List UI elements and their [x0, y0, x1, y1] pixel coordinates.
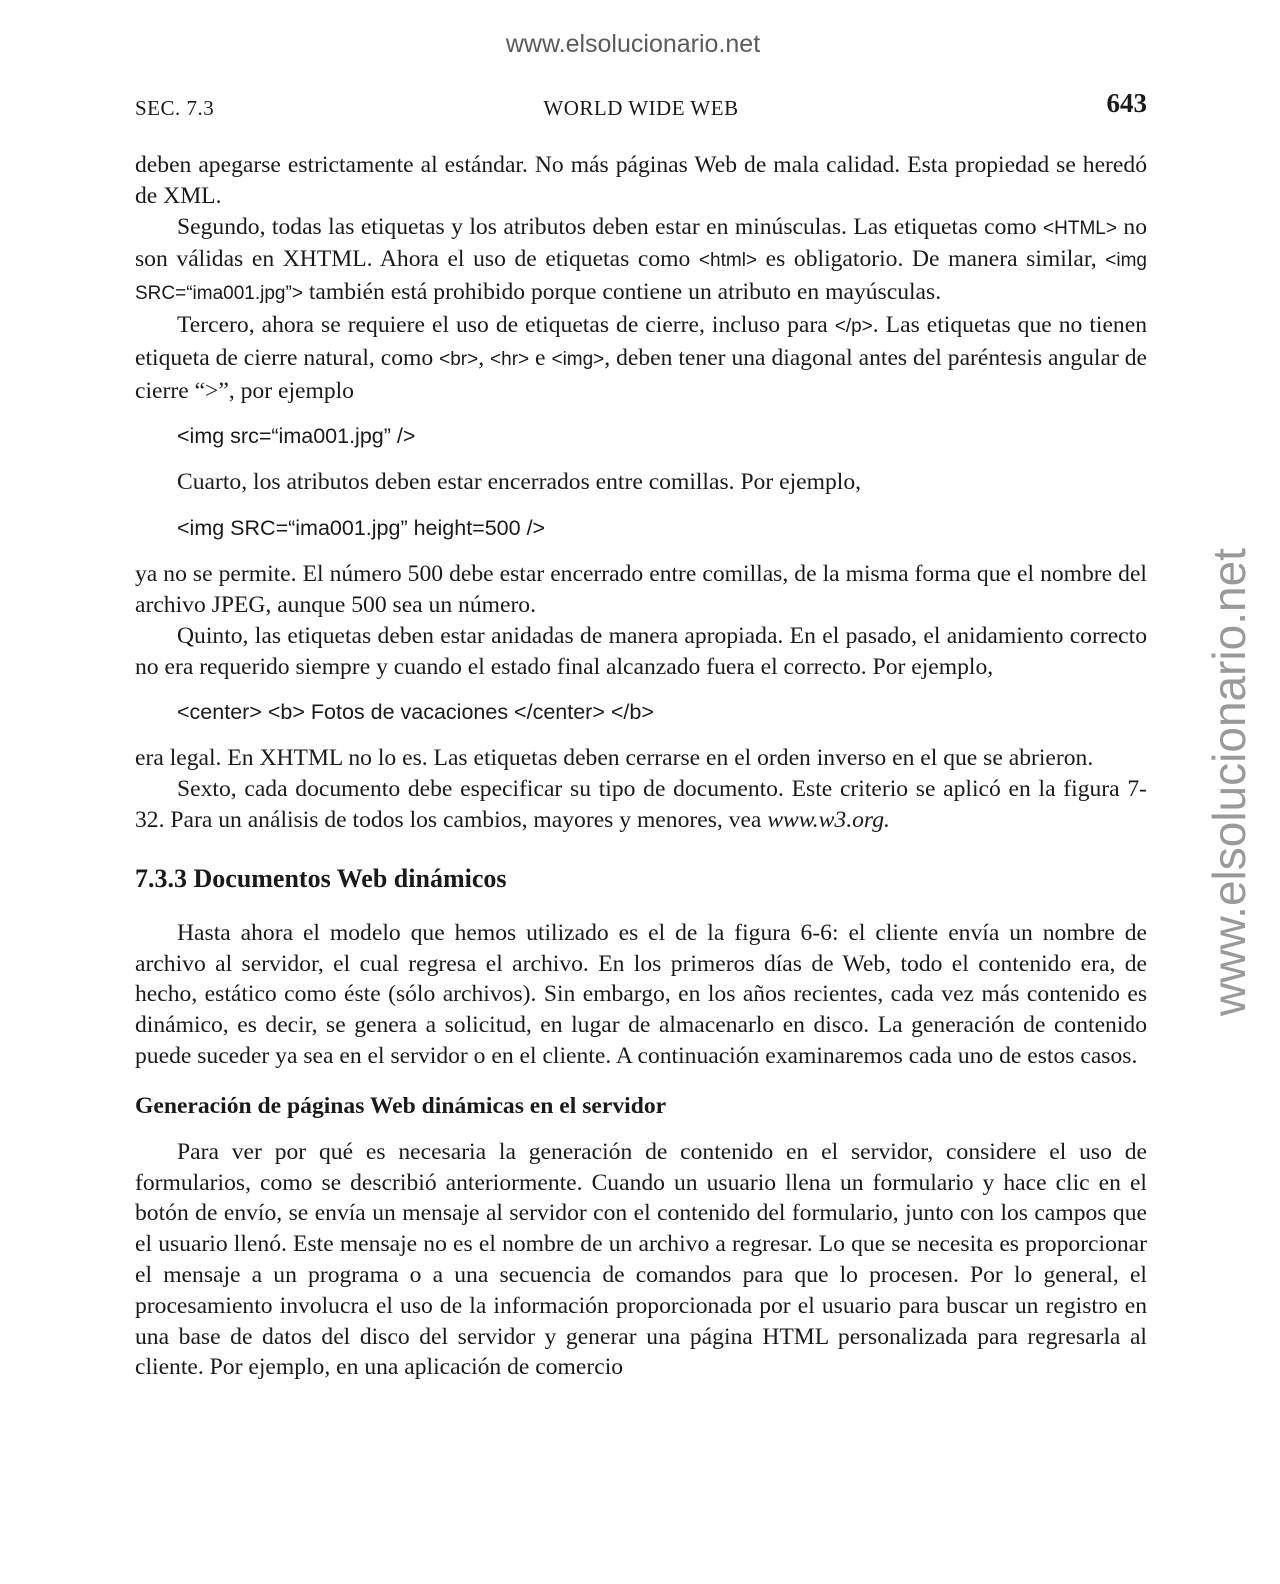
paragraph: era legal. En XHTML no lo es. Las etiquetas deben cerrarse en el orden inverso en el que se abrieron.: [135, 745, 1094, 772]
inline-code: <hr>: [490, 348, 530, 370]
chapter-title: WORLD WIDE WEB: [543, 96, 739, 120]
section-label: SEC. 7.3: [135, 96, 215, 120]
paragraph: Tercero, ahora se requiere el uso de etiquetas de cierre, incluso para </p>. Las etiquetas que no tienen etiqueta de cierre natural, como <br>, <hr> e <img>, deben tener una diagonal antes del paréntesis angular de cierre “>”, por ejemplo: [135, 311, 1148, 404]
page-number: 643: [1106, 88, 1147, 118]
inline-code: <img SRC=“ima001.jpg”>: [135, 250, 1147, 305]
paragraph: Quinto, las etiquetas deben estar anidadas de manera apropiada. En el pasado, el anidamiento correcto no era requerido siempre y cuando el estado final alcanzado fuera el correcto. Por ejemplo,: [135, 622, 1147, 680]
inline-code: <html>: [698, 250, 758, 272]
inline-code: </p>: [834, 315, 873, 337]
inline-code: <img>: [551, 348, 605, 370]
paragraph: Para ver por qué es necesaria la generación de contenido en el servidor, considere el uso de formularios, como se describió anteriormente. Cuando un usuario llena un formulario y hace clic en el botón de envío, se envía un mensaje al servidor con el contenido del formulario, junto con los campos que el usuario llenó. Este mensaje no es el nombre de un archivo a regresar. Lo que se necesita es proporcionar el mensaje a un programa o a una secuencia de comandos para que lo procesen. Por lo general, el procesamiento involucra el uso de la información proporcionada por el usuario para buscar un registro en una base de datos del disco del servidor y generar una página HTML personalizada para regresarla al cliente. Por ejemplo, en una aplicación de comercio: [135, 1138, 1147, 1381]
running-header: [135, 88, 1147, 124]
paragraph: Sexto, cada documento debe especificar su tipo de documento. Este criterio se aplicó en la figura 7-32. Para un análisis de todos los cambios, mayores y menores, vea www.w3.org.: [135, 776, 1147, 833]
paragraph: Hasta ahora el modelo que hemos utilizado es el de la figura 6-6: el cliente envía un nombre de archivo al servidor, el cual regresa el archivo. En los primeros días de Web, todo el contenido era, de hecho, estático como éste (sólo archivos). Sin embargo, en los años recientes, cada vez más contenido es dinámico, es decir, se genera a solicitud, en lugar de almacenarlo en disco. La generación de contenido puede suceder ya sea en el servidor o en el cliente. A continuación examinaremos cada uno de estos casos.: [135, 919, 1147, 1069]
inline-code: <br>: [439, 348, 479, 370]
code-example: <img SRC=“ima001.jpg” height=500 />: [177, 516, 546, 541]
reference-link: www.w3.org.: [767, 806, 890, 833]
paragraph: deben apegarse estrictamente al estándar. No más páginas Web de mala calidad. Esta propiedad se heredó de XML.: [135, 152, 1147, 209]
code-example: <center> <b> Fotos de vacaciones </center> </b>: [177, 700, 654, 725]
watermark-top: www.elsolucionario.net: [505, 30, 761, 58]
paragraph: ya no se permite. El número 500 debe estar encerrado entre comillas, de la misma forma que el nombre del archivo JPEG, aunque 500 sea un número.: [135, 561, 1147, 618]
code-example: <img src=“ima001.jpg” />: [177, 424, 416, 449]
subsection-heading: Generación de páginas Web dinámicas en el servidor: [135, 1092, 667, 1119]
body-text: [135, 150, 1147, 1383]
paragraph: Segundo, todas las etiquetas y los atributos deben estar en minúsculas. Las etiquetas como <HTML> no son válidas en XHTML. Ahora el uso de etiquetas como <html> es obligatorio. De manera similar, <img SRC=“ima001.jpg”> también está prohibido porque contiene un atributo en mayúsculas.: [135, 213, 1147, 306]
paragraph: Cuarto, los atributos deben estar encerrados entre comillas. Por ejemplo,: [177, 469, 862, 496]
section-heading: 7.3.3 Documentos Web dinámicos: [135, 863, 507, 893]
inline-code: <HTML>: [1043, 217, 1117, 239]
watermark-side: www.elsolucionario.net: [1203, 548, 1255, 1016]
